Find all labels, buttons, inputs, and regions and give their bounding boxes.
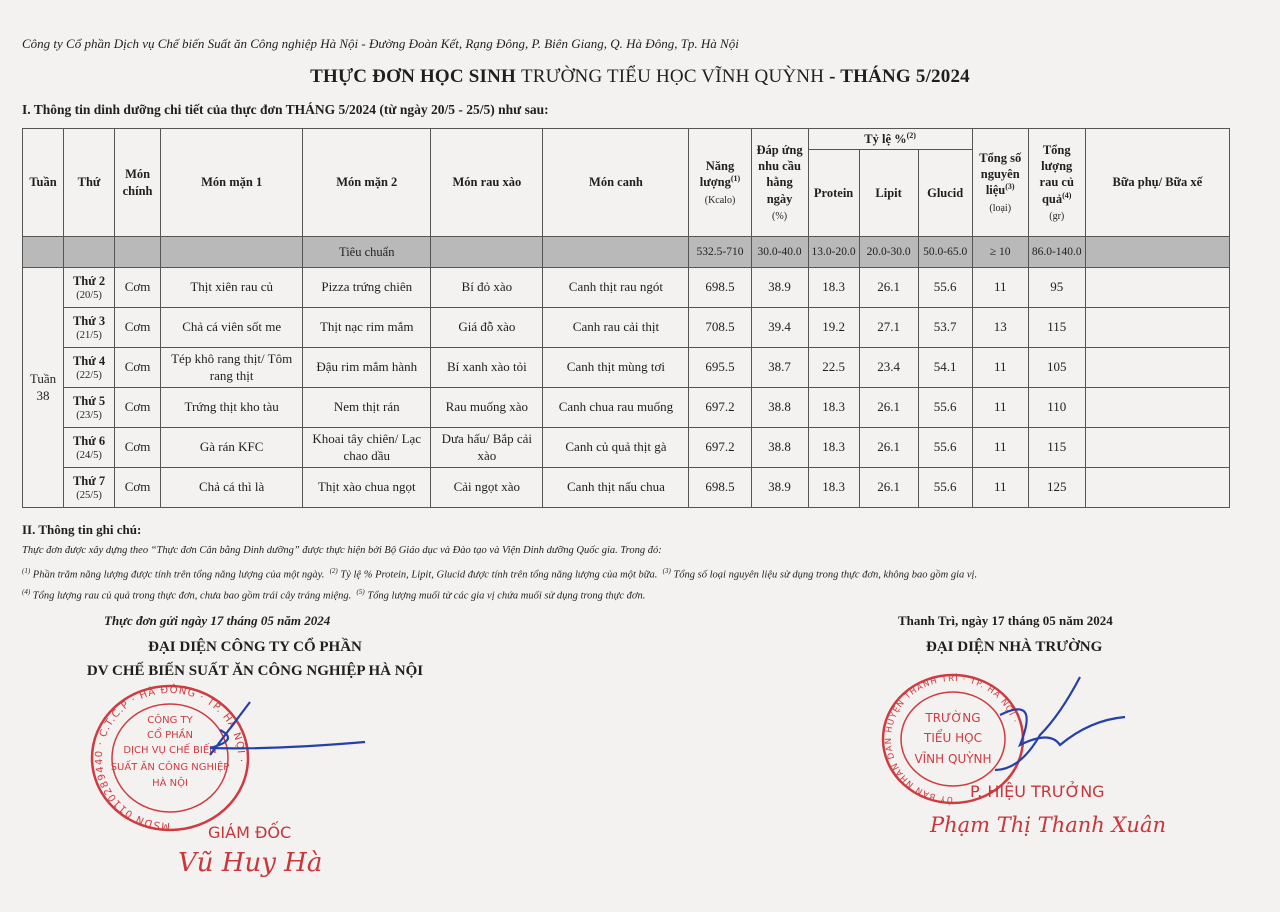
cell-rau-gr: 105: [1028, 348, 1085, 388]
cell-rau-gr: 125: [1028, 468, 1085, 508]
cell-man1: Chả cá viên sốt me: [161, 308, 303, 348]
day-cell: Thứ 6 (24/5): [64, 428, 115, 468]
day-cell: Thứ 5 (23/5): [64, 388, 115, 428]
header-canh: Món canh: [543, 129, 689, 237]
title-part-3: - THÁNG 5/2024: [829, 66, 970, 87]
cell-rau-gr: 115: [1028, 428, 1085, 468]
company-signature-scribble: [150, 700, 370, 770]
title-part-2: TRƯỜNG TIỂU HỌC VĨNH QUỲNH: [520, 66, 825, 87]
header-nang-luong: Năng lượng$^{(1)}$ (Kcalo): [689, 129, 751, 237]
school-stamp-line: TIỂU HỌC: [924, 731, 982, 745]
header-lipit: Lipit: [859, 150, 918, 237]
cell-nguyen-lieu: 11: [972, 428, 1028, 468]
table-row: [23, 268, 1230, 308]
standard-rau: 86.0-140.0: [1028, 237, 1085, 268]
day-cell: Thứ 4 (22/5): [64, 348, 115, 388]
cell-bua-phu: [1085, 308, 1229, 348]
header-mon-man-1: Món mặn 1: [161, 129, 303, 237]
cell-bua-phu: [1085, 388, 1229, 428]
cell-protein: 18.3: [808, 468, 859, 508]
cell-man2: Thịt xào chua ngọt: [303, 468, 431, 508]
cell-glucid: 55.6: [918, 428, 972, 468]
company-stamp-line: DỊCH VỤ CHẾ BIẾN: [123, 745, 217, 756]
cell-nguyen-lieu: 11: [972, 268, 1028, 308]
cell-rau: Bí xanh xào tỏi: [431, 348, 543, 388]
cell-mon-chinh: Cơm: [115, 348, 161, 388]
cell-nguyen-lieu: 13: [972, 308, 1028, 348]
cell-man1: Tép khô rang thịt/ Tôm rang thịt: [161, 348, 303, 388]
school-stamp-ring-text: ỦY BAN NHÂN DÂN HUYỆN THANH TRÌ · TP. HÀ NỘI ·: [883, 673, 1020, 805]
company-stamp-line: CÔNG TY: [147, 715, 193, 726]
cell-glucid: 55.6: [918, 388, 972, 428]
cell-canh: Canh thịt rau ngót: [543, 268, 689, 308]
header-ty-le: Tỷ lệ %$^{(2)}$: [808, 129, 972, 150]
cell-rau: Bí đỏ xào: [431, 268, 543, 308]
cell-canh: Canh thịt nấu chua: [543, 468, 689, 508]
cell-man2: Khoai tây chiên/ Lạc chao dầu: [303, 428, 431, 468]
cell-canh: Canh củ quả thịt gà: [543, 428, 689, 468]
header-glucid: Glucid: [918, 150, 972, 237]
cell-protein: 18.3: [808, 268, 859, 308]
cell-rau-gr: 95: [1028, 268, 1085, 308]
school-signature-scribble: [960, 675, 1135, 785]
cell-rau: Giá đỗ xào: [431, 308, 543, 348]
cell-mon-chinh: Cơm: [115, 388, 161, 428]
cell-dap-ung: 38.9: [751, 468, 808, 508]
cell-protein: 19.2: [808, 308, 859, 348]
cell-bua-phu: [1085, 348, 1229, 388]
header-tuan: Tuần: [23, 129, 64, 237]
cell-nang-luong: 698.5: [689, 268, 751, 308]
standard-lipit: 20.0-30.0: [859, 237, 918, 268]
cell-dap-ung: 38.9: [751, 268, 808, 308]
cell-man2: Pizza trứng chiên: [303, 268, 431, 308]
school-signer-name: Phạm Thị Thanh Xuân: [930, 813, 1166, 837]
cell-man1: Gà rán KFC: [161, 428, 303, 468]
table-cell: [23, 237, 64, 268]
cell-nang-luong: 697.2: [689, 428, 751, 468]
standard-row: [23, 237, 1230, 268]
cell-canh: Canh thịt mùng tơi: [543, 348, 689, 388]
standard-glucid: 50.0-65.0: [918, 237, 972, 268]
notes-intro: Thực đơn được xây dựng theo “Thực đơn Cân bằng Dinh dưỡng” được thực hiện bởi Bộ Giáo dục và Đào tạo và Viện Dinh dưỡng Quốc gia. Trong đó:: [22, 545, 662, 556]
header-dap-ung: Đáp ứng nhu cầu hằng ngày (%): [751, 129, 808, 237]
cell-lipit: 23.4: [859, 348, 918, 388]
standard-nguyen-lieu: ≥ 10: [972, 237, 1028, 268]
table-row: [23, 388, 1230, 428]
cell-protein: 22.5: [808, 348, 859, 388]
school-rep-title: ĐẠI DIỆN NHÀ TRƯỜNG: [926, 639, 1103, 655]
school-stamp-line: TRƯỜNG: [925, 711, 981, 725]
cell-bua-phu: [1085, 468, 1229, 508]
cell-rau: Dưa hấu/ Bắp cải xào: [431, 428, 543, 468]
day-cell: Thứ 2 (20/5): [64, 268, 115, 308]
table-cell: [161, 237, 303, 268]
table-cell: [115, 237, 161, 268]
notes-line-1: $^{(1)}$ Phần trăm năng lượng được tính trên tổng năng lượng của một ngày. $^{(2)}$ Tỷ lệ % Protein, Lipit, Glucid được tính trên tổng năng lượng của một bữa. $^{(3)}$ Tổng số loại nguyên liệu sử dụng trong thực đơn, không bao gồm gia vị.: [22, 567, 978, 581]
cell-nguyen-lieu: 11: [972, 468, 1028, 508]
table-row: [23, 428, 1230, 468]
company-rep-title-1: ĐẠI DIỆN CÔNG TY CỔ PHẦN: [148, 639, 362, 655]
cell-glucid: 53.7: [918, 308, 972, 348]
header-mon-man-2: Món mặn 2: [303, 129, 431, 237]
cell-rau-gr: 115: [1028, 308, 1085, 348]
standard-nang-luong: 532.5-710: [689, 237, 751, 268]
header-tong-nguyen-lieu: Tổng số nguyên liệu$^{(3)}$ (loại): [972, 129, 1028, 237]
cell-lipit: 26.1: [859, 388, 918, 428]
company-stamp-line: SUẤT ĂN CÔNG NGHIỆP: [110, 762, 230, 773]
cell-nguyen-lieu: 11: [972, 388, 1028, 428]
page-title: [0, 66, 1280, 88]
header-bua-phu: Bữa phụ/ Bữa xế: [1085, 129, 1229, 237]
cell-rau-gr: 110: [1028, 388, 1085, 428]
cell-lipit: 26.1: [859, 468, 918, 508]
section-1-heading: I. Thông tin dinh dưỡng chi tiết của thực đơn THÁNG 5/2024 (từ ngày 20/5 - 25/5) như sau:: [22, 102, 549, 117]
standard-dap-ung: 30.0-40.0: [751, 237, 808, 268]
header-rau-xao: Món rau xào: [431, 129, 543, 237]
cell-canh: Canh rau cải thịt: [543, 308, 689, 348]
company-stamp-line: HÀ NỘI: [152, 778, 188, 789]
cell-lipit: 26.1: [859, 428, 918, 468]
nutrition-menu-table: [22, 128, 1230, 508]
day-cell: Thứ 7 (25/5): [64, 468, 115, 508]
company-stamp-ring-text: MSDN 0110289440 · C.T.C.P · HÀ ĐÔNG · TP. HÀ NỘI ·: [93, 684, 247, 832]
cell-mon-chinh: Cơm: [115, 428, 161, 468]
cell-man1: Chả cá thì là: [161, 468, 303, 508]
company-stamp-line: CỔ PHẦN: [147, 730, 193, 741]
place-date: Thanh Trì, ngày 17 tháng 05 năm 2024: [898, 613, 1113, 628]
company-signer-title: GIÁM ĐỐC: [208, 823, 292, 842]
school-signer-title: P. HIỆU TRƯỞNG: [970, 782, 1105, 801]
company-signer-name: Vũ Huy Hà: [178, 848, 323, 878]
cell-man1: Trứng thịt kho tàu: [161, 388, 303, 428]
table-cell: [64, 237, 115, 268]
header-mon-chinh: Món chính: [115, 129, 161, 237]
cell-glucid: 55.6: [918, 468, 972, 508]
cell-nang-luong: 708.5: [689, 308, 751, 348]
table-cell: [1085, 237, 1229, 268]
cell-lipit: 27.1: [859, 308, 918, 348]
cell-nang-luong: 698.5: [689, 468, 751, 508]
cell-man1: Thịt xiên rau củ: [161, 268, 303, 308]
cell-protein: 18.3: [808, 388, 859, 428]
cell-dap-ung: 38.7: [751, 348, 808, 388]
cell-nguyen-lieu: 11: [972, 348, 1028, 388]
cell-glucid: 55.6: [918, 268, 972, 308]
standard-protein: 13.0-20.0: [808, 237, 859, 268]
cell-nang-luong: 697.2: [689, 388, 751, 428]
cell-rau: Cải ngọt xào: [431, 468, 543, 508]
cell-mon-chinh: Cơm: [115, 268, 161, 308]
cell-protein: 18.3: [808, 428, 859, 468]
week-label: Tuần 38: [23, 268, 64, 508]
cell-man2: Đậu rim mắm hành: [303, 348, 431, 388]
school-stamp-line: VĨNH QUỲNH: [914, 752, 992, 766]
sent-date: Thực đơn gửi ngày 17 tháng 05 năm 2024: [104, 613, 331, 628]
cell-mon-chinh: Cơm: [115, 468, 161, 508]
cell-bua-phu: [1085, 428, 1229, 468]
cell-glucid: 54.1: [918, 348, 972, 388]
company-rep-title-2: DV CHẾ BIẾN SUẤT ĂN CÔNG NGHIỆP HÀ NỘI: [86, 663, 424, 679]
header-protein: Protein: [808, 150, 859, 237]
table-row: [23, 468, 1230, 508]
cell-dap-ung: 38.8: [751, 428, 808, 468]
cell-canh: Canh chua rau muống: [543, 388, 689, 428]
table-cell: [543, 237, 689, 268]
section-2-heading: II. Thông tin ghi chú:: [22, 522, 142, 537]
standard-label: Tiêu chuẩn: [303, 237, 431, 268]
cell-mon-chinh: Cơm: [115, 308, 161, 348]
cell-man2: Nem thịt rán: [303, 388, 431, 428]
title-part-1: THỰC ĐƠN HỌC SINH: [310, 66, 517, 87]
cell-dap-ung: 38.8: [751, 388, 808, 428]
cell-rau: Rau muống xào: [431, 388, 543, 428]
cell-bua-phu: [1085, 268, 1229, 308]
table-header-row: [23, 129, 1230, 150]
notes-line-2: $^{(4)}$ Tổng lượng rau củ quả trong thực đơn, chưa bao gồm trái cây tráng miệng. $^{(5)}$ Tổng lượng muối từ các gia vị chứa muối sử dụng trong thực đơn.: [22, 588, 646, 602]
company-address-line: Công ty Cổ phần Dịch vụ Chế biến Suất ăn Công nghiệp Hà Nội - Đường Đoàn Kết, Rạng Đông, P. Biên Giang, Q. Hà Đông, Tp. Hà Nội: [22, 36, 739, 51]
header-tong-rau: Tổng lượng rau củ quả$^{(4)}$ (gr): [1028, 129, 1085, 237]
cell-man2: Thịt nạc rim mắm: [303, 308, 431, 348]
table-row: [23, 348, 1230, 388]
cell-lipit: 26.1: [859, 268, 918, 308]
cell-dap-ung: 39.4: [751, 308, 808, 348]
table-row: [23, 308, 1230, 348]
header-thu: Thứ: [64, 129, 115, 237]
table-cell: [431, 237, 543, 268]
day-cell: Thứ 3 (21/5): [64, 308, 115, 348]
cell-nang-luong: 695.5: [689, 348, 751, 388]
